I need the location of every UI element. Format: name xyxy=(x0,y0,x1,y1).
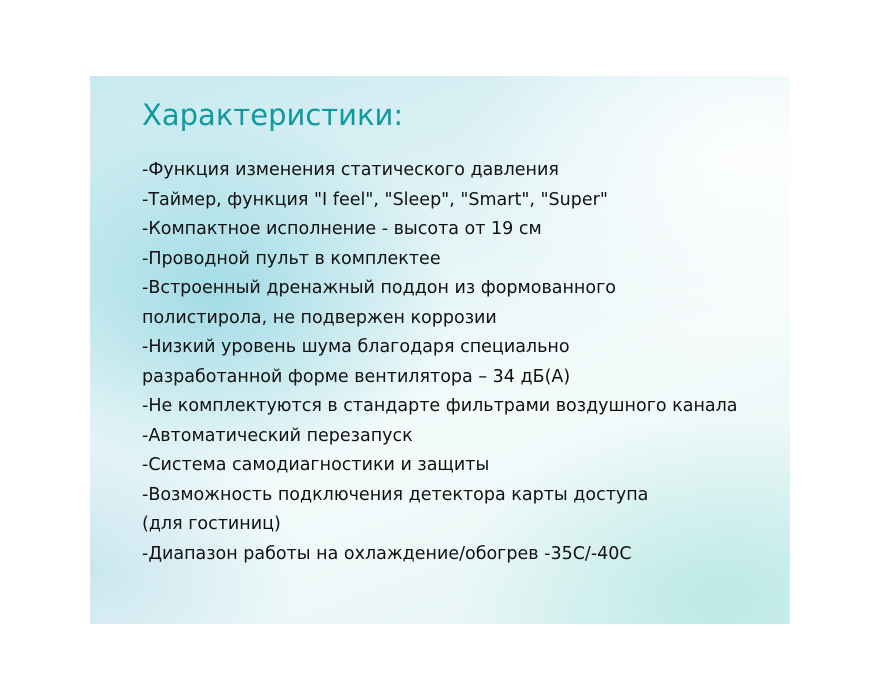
features-list xyxy=(142,156,738,569)
slide xyxy=(90,76,790,624)
slide-title: Характеристики: xyxy=(142,98,404,132)
feature-line: -Встроенный дренажный поддон из формованного xyxy=(142,278,616,298)
feature-line: -Компактное исполнение - высота от 19 см xyxy=(142,219,542,239)
feature-line: полистирола, не подвержен коррозии xyxy=(142,307,497,328)
feature-line: -Диапазон работы на охлаждение/обогрев -35С/-40С xyxy=(142,543,632,564)
feature-line: разработанной форме вентилятора – 34 дБ(А) xyxy=(142,366,571,387)
feature-line: -Таймер, функция "I feel", "Sleep", "Smart", "Super" xyxy=(142,189,608,210)
feature-line: -Не комплектуются в стандарте фильтрами воздушного канала xyxy=(142,396,738,416)
feature-line: -Возможность подключения детектора карты доступа xyxy=(142,484,649,505)
feature-line: -Функция изменения статического давления xyxy=(142,160,559,180)
feature-line: -Система самодиагностики и защиты xyxy=(142,455,490,475)
feature-line: -Автоматический перезапуск xyxy=(142,425,413,446)
feature-line: (для гостиниц) xyxy=(142,514,281,534)
feature-line: -Проводной пульт в комплектее xyxy=(142,248,441,269)
feature-line: -Низкий уровень шума благодаря специально xyxy=(142,337,570,357)
